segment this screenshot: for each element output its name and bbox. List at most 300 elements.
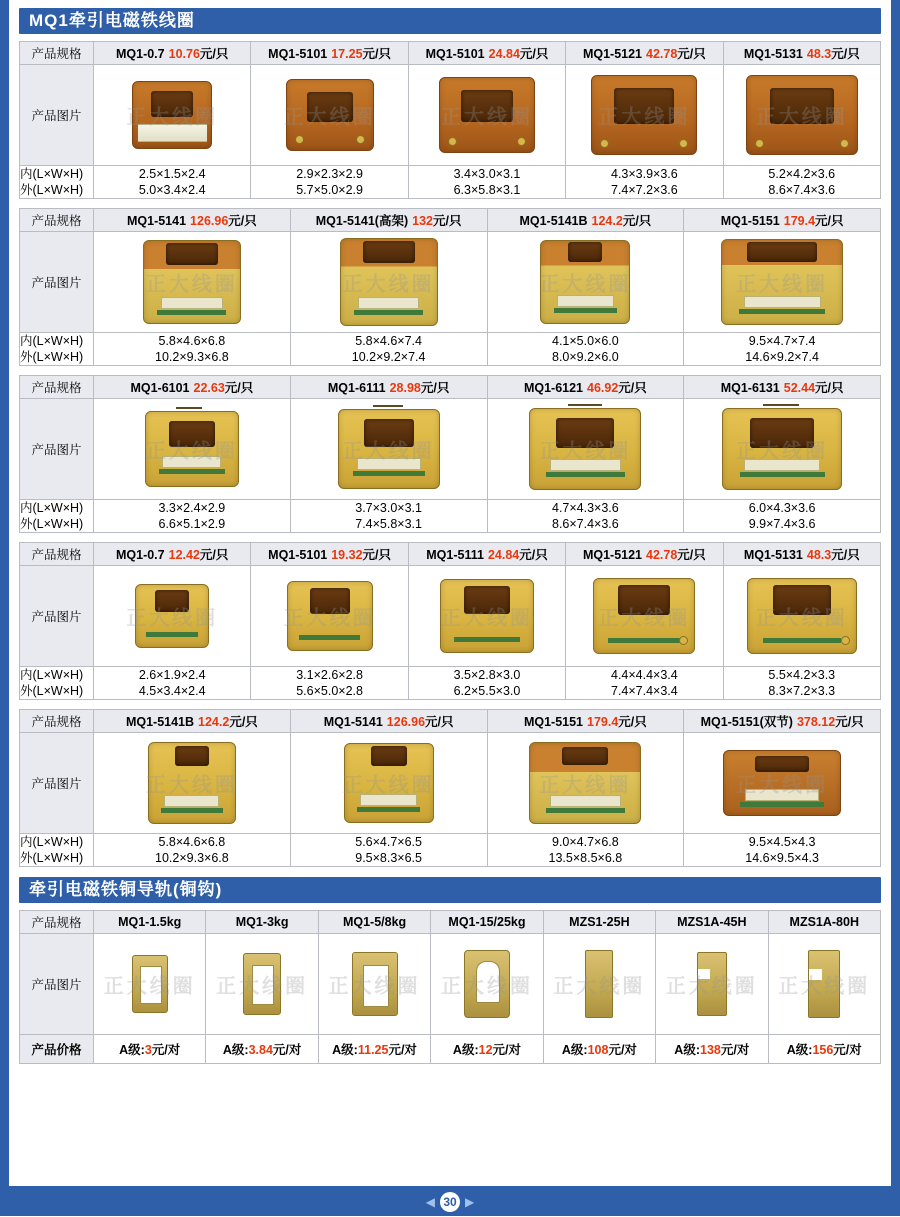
row-label-dimensions	[20, 166, 94, 199]
product-image-cell	[684, 733, 881, 834]
next-page-arrow[interactable]: ▶	[465, 1195, 475, 1210]
unit-text: 元/只	[420, 381, 450, 395]
dimension-cell	[684, 500, 881, 533]
row-label-image: 产品图片	[20, 399, 94, 500]
product-image-cell	[251, 65, 408, 166]
page-content	[9, 0, 891, 1064]
product-image-cell	[487, 733, 684, 834]
outer-dim: 8.3×7.2×3.3	[768, 684, 836, 698]
watermark: 正大线圈	[778, 975, 871, 998]
coil-illustration	[721, 239, 843, 325]
spec-table-5	[19, 709, 881, 867]
inner-dim: 5.8×4.6×7.4	[355, 334, 422, 348]
price-text: 3	[144, 1043, 152, 1057]
row-label-spec: 产品规格	[20, 376, 94, 399]
row-label-image: 产品图片	[20, 566, 94, 667]
model-cell: MZS1A-80H	[768, 911, 880, 934]
outer-label: 外(L×W×H)	[20, 183, 84, 197]
coil-illustration	[746, 75, 858, 155]
model-text: MQ1-5151(双节)	[700, 715, 793, 729]
outer-dim: 9.5×8.3×6.5	[355, 851, 422, 865]
unit-text: 元/对	[151, 1043, 181, 1057]
unit-text: 元/只	[831, 548, 860, 562]
outer-dim: 13.5×8.5×6.8	[548, 851, 623, 865]
watermark: 正大线圈	[126, 607, 219, 630]
table-row	[20, 376, 881, 399]
row-label-spec: 产品规格	[20, 911, 94, 934]
model-text: MQ1-5141B	[125, 715, 195, 729]
model-text: MQ1-0.7	[115, 548, 165, 562]
product-image-cell	[723, 65, 880, 166]
row-label-image: 产品图片	[20, 65, 94, 166]
coil-illustration	[145, 742, 238, 824]
model-text: MQ1-5141	[323, 715, 383, 729]
outer-dim: 14.6×9.2×7.4	[745, 350, 819, 364]
watermark: 正大线圈	[736, 774, 829, 797]
product-image-cell	[408, 65, 565, 166]
watermark: 正大线圈	[126, 106, 219, 129]
inner-dim: 2.6×1.9×2.4	[138, 668, 206, 682]
grade-label: A级:	[119, 1043, 145, 1057]
model-text: MQ1-5131	[743, 47, 803, 61]
price-text: 10.76	[168, 47, 200, 61]
outer-dim: 8.0×9.2×6.0	[552, 350, 619, 364]
watermark: 正大线圈	[328, 975, 421, 998]
model-cell	[408, 543, 565, 566]
table-row	[20, 399, 881, 500]
inner-dim: 4.4×4.4×3.4	[611, 668, 678, 682]
table-row	[20, 543, 881, 566]
model-cell	[684, 710, 881, 733]
outer-dim: 8.6×7.4×3.6	[768, 183, 836, 197]
model-cell	[251, 543, 408, 566]
spec-table-1	[19, 41, 881, 199]
spec-table-4	[19, 542, 881, 700]
unit-text: 元/对	[272, 1043, 302, 1057]
product-image-cell	[318, 934, 430, 1035]
inner-dim: 3.5×2.8×3.0	[453, 668, 521, 682]
table-row	[20, 500, 881, 533]
unit-text: 元/只	[519, 548, 548, 562]
outer-dim: 6.3×5.8×3.1	[453, 183, 521, 197]
price-text: 42.78	[646, 47, 678, 61]
price-text: 22.63	[193, 381, 225, 395]
inner-dim: 3.4×3.0×3.1	[453, 167, 521, 181]
watermark: 正大线圈	[216, 975, 309, 998]
grade-label: A级:	[674, 1043, 700, 1057]
price-text: 124.2	[198, 715, 230, 729]
watermark: 正大线圈	[145, 440, 238, 463]
price-text: 132	[412, 214, 433, 228]
price-text: 3.84	[248, 1043, 273, 1057]
coil-illustration	[283, 79, 376, 151]
section-title-hooks: 牵引电磁铁铜导轨(铜钩)	[19, 877, 881, 903]
price-text: 11.25	[357, 1043, 389, 1057]
product-image-cell	[94, 232, 291, 333]
inner-label: 内(L×W×H)	[20, 668, 84, 682]
watermark: 正大线圈	[283, 106, 376, 129]
outer-dim: 10.2×9.3×6.8	[155, 350, 229, 364]
unit-text: 元/只	[224, 381, 254, 395]
hook-price-cell	[543, 1035, 655, 1064]
watermark: 正大线圈	[103, 975, 196, 998]
dimension-cell	[487, 333, 684, 366]
watermark: 正大线圈	[598, 106, 691, 129]
hook-price-cell	[318, 1035, 430, 1064]
unit-text: 元/只	[519, 47, 549, 61]
model-text: MQ1-5131	[743, 548, 803, 562]
inner-dim: 5.8×4.6×6.8	[158, 835, 226, 849]
inner-dim: 3.1×2.6×2.8	[296, 668, 363, 682]
watermark: 正大线圈	[539, 440, 632, 463]
model-cell: MZS1A-45H	[656, 911, 768, 934]
product-image-cell	[684, 399, 881, 500]
watermark: 正大线圈	[755, 607, 848, 630]
row-label-spec: 产品规格	[20, 42, 94, 65]
watermark: 正大线圈	[755, 106, 848, 129]
coil-illustration	[344, 743, 434, 823]
hook-illustration	[243, 953, 281, 1015]
table-row	[20, 333, 881, 366]
product-image-cell	[94, 566, 251, 667]
coil-illustration	[143, 240, 241, 324]
inner-dim: 9.5×4.7×7.4	[748, 334, 816, 348]
grade-label: A级:	[452, 1043, 479, 1057]
inner-dim: 5.5×4.2×3.3	[768, 668, 836, 682]
dimension-cell	[94, 166, 251, 199]
table-row	[20, 667, 881, 700]
model-text: MQ1-5141(高架)	[315, 214, 409, 228]
spec-table-3	[19, 375, 881, 533]
prev-page-arrow[interactable]: ◀	[425, 1195, 435, 1210]
outer-dim: 14.6×9.5×4.3	[745, 851, 819, 865]
price-text: 19.32	[331, 548, 363, 562]
product-image-cell	[487, 399, 684, 500]
product-image-cell	[290, 733, 487, 834]
unit-text: 元/只	[835, 715, 864, 729]
price-text: 126.96	[386, 715, 426, 729]
price-text: 52.44	[783, 381, 816, 395]
model-cell	[684, 376, 881, 399]
inner-dim: 4.7×4.3×3.6	[552, 501, 619, 515]
price-text: 179.4	[587, 715, 619, 729]
unit-text: 元/对	[388, 1043, 417, 1057]
unit-text: 元/只	[677, 548, 706, 562]
product-image-cell	[206, 934, 318, 1035]
inner-dim: 5.8×4.6×6.8	[158, 334, 226, 348]
row-label-image: 产品图片	[20, 934, 94, 1035]
hook-price-cell	[768, 1035, 880, 1064]
inner-dim: 2.5×1.5×2.4	[138, 167, 206, 181]
coil-illustration	[723, 750, 841, 816]
unit-text: 元/只	[229, 715, 258, 729]
model-cell	[487, 710, 684, 733]
watermark: 正大线圈	[440, 106, 533, 129]
price-text: 12.42	[168, 548, 200, 562]
dimension-cell	[684, 834, 881, 867]
model-text: MQ1-6111	[327, 381, 386, 395]
product-image-cell	[543, 934, 655, 1035]
table-row	[20, 1035, 881, 1064]
grade-label: A级:	[222, 1043, 249, 1057]
hook-price-cell	[94, 1035, 206, 1064]
watermark: 正大线圈	[553, 975, 646, 998]
watermark: 正大线圈	[598, 607, 691, 630]
outer-label: 外(L×W×H)	[20, 517, 84, 531]
model-cell	[290, 376, 487, 399]
row-label-dimensions	[20, 834, 94, 867]
product-image-cell	[566, 566, 723, 667]
price-text: 28.98	[389, 381, 421, 395]
inner-dim: 3.7×3.0×3.1	[355, 501, 422, 515]
row-label-spec: 产品规格	[20, 710, 94, 733]
model-text: MQ1-5101	[268, 548, 328, 562]
model-text: MQ1-5111	[426, 548, 484, 562]
coil-illustration	[529, 742, 641, 824]
inner-label: 内(L×W×H)	[20, 501, 84, 515]
table-row	[20, 566, 881, 667]
hook-illustration	[132, 955, 168, 1013]
hook-illustration	[464, 950, 510, 1018]
coil-illustration	[338, 409, 440, 489]
outer-label: 外(L×W×H)	[20, 851, 84, 865]
model-cell	[251, 42, 408, 65]
dimension-cell	[94, 667, 251, 700]
outer-dim: 6.6×5.1×2.9	[158, 517, 226, 531]
watermark: 正大线圈	[342, 774, 435, 797]
inner-dim: 9.5×4.5×4.3	[748, 835, 816, 849]
product-image-cell	[487, 232, 684, 333]
price-text: 42.78	[646, 548, 678, 562]
model-cell: MQ1-1.5kg	[94, 911, 206, 934]
dimension-cell	[566, 667, 723, 700]
coil-illustration	[591, 75, 697, 155]
dimension-cell	[251, 166, 408, 199]
product-image-cell	[94, 733, 291, 834]
watermark: 正大线圈	[539, 774, 632, 797]
row-label-spec: 产品规格	[20, 543, 94, 566]
hook-illustration	[697, 952, 727, 1016]
product-image-cell	[408, 566, 565, 667]
price-text: 46.92	[587, 381, 619, 395]
product-image-cell	[290, 399, 487, 500]
row-label-dimensions	[20, 667, 94, 700]
outer-label: 外(L×W×H)	[20, 684, 84, 698]
product-image-cell	[94, 65, 251, 166]
page-footer	[9, 1186, 891, 1216]
unit-text: 元/只	[425, 715, 454, 729]
price-text: 126.96	[190, 214, 229, 228]
table-row	[20, 65, 881, 166]
model-cell	[94, 42, 251, 65]
row-label-image: 产品图片	[20, 232, 94, 333]
inner-dim: 2.9×2.3×2.9	[296, 167, 363, 181]
model-text: MQ1-6131	[720, 381, 780, 395]
coil-illustration	[722, 408, 842, 490]
hook-price-cell	[206, 1035, 318, 1064]
model-cell	[290, 209, 487, 232]
dimension-cell	[487, 500, 684, 533]
outer-dim: 7.4×7.4×3.4	[611, 684, 678, 698]
price-text: 12	[478, 1043, 493, 1057]
model-text: MQ1-5151	[523, 715, 584, 729]
outer-dim: 5.0×3.4×2.4	[138, 183, 206, 197]
row-label-spec: 产品规格	[20, 209, 94, 232]
unit-text: 元/只	[362, 47, 391, 61]
model-cell: MZS1-25H	[543, 911, 655, 934]
table-row	[20, 166, 881, 199]
model-text: MQ1-5121	[582, 548, 643, 562]
price-text: 124.2	[591, 214, 623, 228]
unit-text: 元/只	[677, 47, 706, 61]
dimension-cell	[94, 333, 291, 366]
coil-illustration	[340, 238, 438, 326]
product-image-cell	[684, 232, 881, 333]
outer-dim: 10.2×9.2×7.4	[351, 350, 426, 364]
outer-dim: 7.4×7.2×3.6	[611, 183, 678, 197]
watermark: 正大线圈	[440, 607, 533, 630]
model-text: MQ1-5121	[582, 47, 643, 61]
coil-illustration	[440, 579, 534, 653]
unit-text: 元/只	[199, 47, 229, 61]
dimension-cell	[94, 834, 291, 867]
price-text: 138	[700, 1043, 721, 1057]
coil-illustration	[540, 240, 630, 324]
grade-label: A级:	[786, 1043, 813, 1057]
outer-dim: 6.2×5.5×3.0	[453, 684, 521, 698]
product-image-cell	[251, 566, 408, 667]
unit-text: 元/只	[199, 548, 229, 562]
coil-illustration	[529, 408, 641, 490]
product-image-cell	[431, 934, 543, 1035]
unit-text: 元/只	[815, 381, 844, 395]
model-text: MQ1-0.7	[115, 47, 165, 61]
unit-text: 元/对	[720, 1043, 750, 1057]
watermark: 正大线圈	[145, 273, 238, 296]
inner-label: 内(L×W×H)	[20, 167, 84, 181]
unit-text: 元/只	[228, 214, 257, 228]
dimension-cell	[94, 500, 291, 533]
price-text: 17.25	[331, 47, 363, 61]
dimension-cell	[290, 333, 487, 366]
model-text: MQ1-5151	[720, 214, 780, 228]
watermark: 正大线圈	[342, 440, 435, 463]
price-text: 179.4	[783, 214, 816, 228]
model-text: MQ1-5101	[425, 47, 485, 61]
inner-dim: 6.0×4.3×3.6	[748, 501, 816, 515]
outer-dim: 5.6×5.0×2.8	[296, 684, 363, 698]
unit-text: 元/对	[833, 1043, 862, 1057]
hook-table	[19, 910, 881, 1064]
watermark: 正大线圈	[283, 607, 376, 630]
page-number: 30	[440, 1192, 460, 1212]
hook-price-cell	[656, 1035, 768, 1064]
price-text: 378.12	[796, 715, 836, 729]
price-text: 24.84	[487, 548, 520, 562]
row-label-price: 产品价格	[20, 1035, 94, 1064]
hook-illustration	[352, 952, 398, 1016]
inner-dim: 4.1×5.0×6.0	[552, 334, 619, 348]
inner-dim: 3.3×2.4×2.9	[158, 501, 226, 515]
dimension-cell	[408, 166, 565, 199]
unit-text: 元/只	[433, 214, 462, 228]
hook-illustration	[585, 950, 613, 1018]
outer-dim: 8.6×7.4×3.6	[552, 517, 619, 531]
dimension-cell	[408, 667, 565, 700]
product-image-cell	[566, 65, 723, 166]
coil-illustration	[145, 411, 239, 487]
watermark: 正大线圈	[342, 273, 435, 296]
model-cell	[94, 710, 291, 733]
row-label-image: 产品图片	[20, 733, 94, 834]
inner-dim: 9.0×4.7×6.8	[552, 835, 619, 849]
model-cell	[684, 209, 881, 232]
unit-text: 元/只	[362, 548, 391, 562]
price-text: 24.84	[488, 47, 520, 61]
spec-table-2	[19, 208, 881, 366]
model-text: MQ1-5101	[268, 47, 328, 61]
inner-label: 内(L×W×H)	[20, 835, 84, 849]
unit-text: 元/对	[608, 1043, 637, 1057]
coil-illustration	[747, 578, 857, 654]
inner-dim: 5.6×4.7×6.5	[355, 835, 422, 849]
coil-illustration	[287, 581, 373, 651]
outer-label: 外(L×W×H)	[20, 350, 84, 364]
watermark: 正大线圈	[736, 273, 829, 296]
unit-text: 元/只	[831, 47, 860, 61]
price-text: 156	[812, 1043, 834, 1057]
outer-dim: 4.5×3.4×2.4	[138, 684, 206, 698]
model-text: MQ1-5141	[126, 214, 187, 228]
outer-dim: 5.7×5.0×2.9	[296, 183, 363, 197]
table-row	[20, 42, 881, 65]
model-text: MQ1-5141B	[519, 214, 588, 228]
product-image-cell	[290, 232, 487, 333]
model-cell: MQ1-15/25kg	[431, 911, 543, 934]
dimension-cell	[290, 500, 487, 533]
model-cell	[566, 543, 723, 566]
model-cell	[290, 710, 487, 733]
model-cell	[408, 42, 565, 65]
hook-illustration	[808, 950, 840, 1018]
product-image-cell	[94, 399, 291, 500]
product-image-cell	[768, 934, 880, 1035]
hook-price-cell	[431, 1035, 543, 1064]
coil-illustration	[135, 584, 209, 648]
coil-illustration	[132, 81, 212, 149]
product-image-cell	[723, 566, 880, 667]
unit-text: 元/只	[622, 214, 652, 228]
watermark: 正大线圈	[145, 774, 238, 797]
grade-label: A级:	[561, 1043, 588, 1057]
model-cell: MQ1-3kg	[206, 911, 318, 934]
dimension-cell	[566, 166, 723, 199]
table-row	[20, 232, 881, 333]
watermark: 正大线圈	[539, 273, 632, 296]
table-row	[20, 710, 881, 733]
coil-illustration	[593, 578, 695, 654]
product-image-cell	[656, 934, 768, 1035]
row-label-dimensions	[20, 500, 94, 533]
dimension-cell	[487, 834, 684, 867]
row-label-dimensions	[20, 333, 94, 366]
unit-text: 元/对	[492, 1043, 522, 1057]
inner-label: 内(L×W×H)	[20, 334, 84, 348]
model-cell: MQ1-5/8kg	[318, 911, 430, 934]
grade-label: A级:	[332, 1043, 358, 1057]
model-cell	[487, 209, 684, 232]
table-row	[20, 911, 881, 934]
